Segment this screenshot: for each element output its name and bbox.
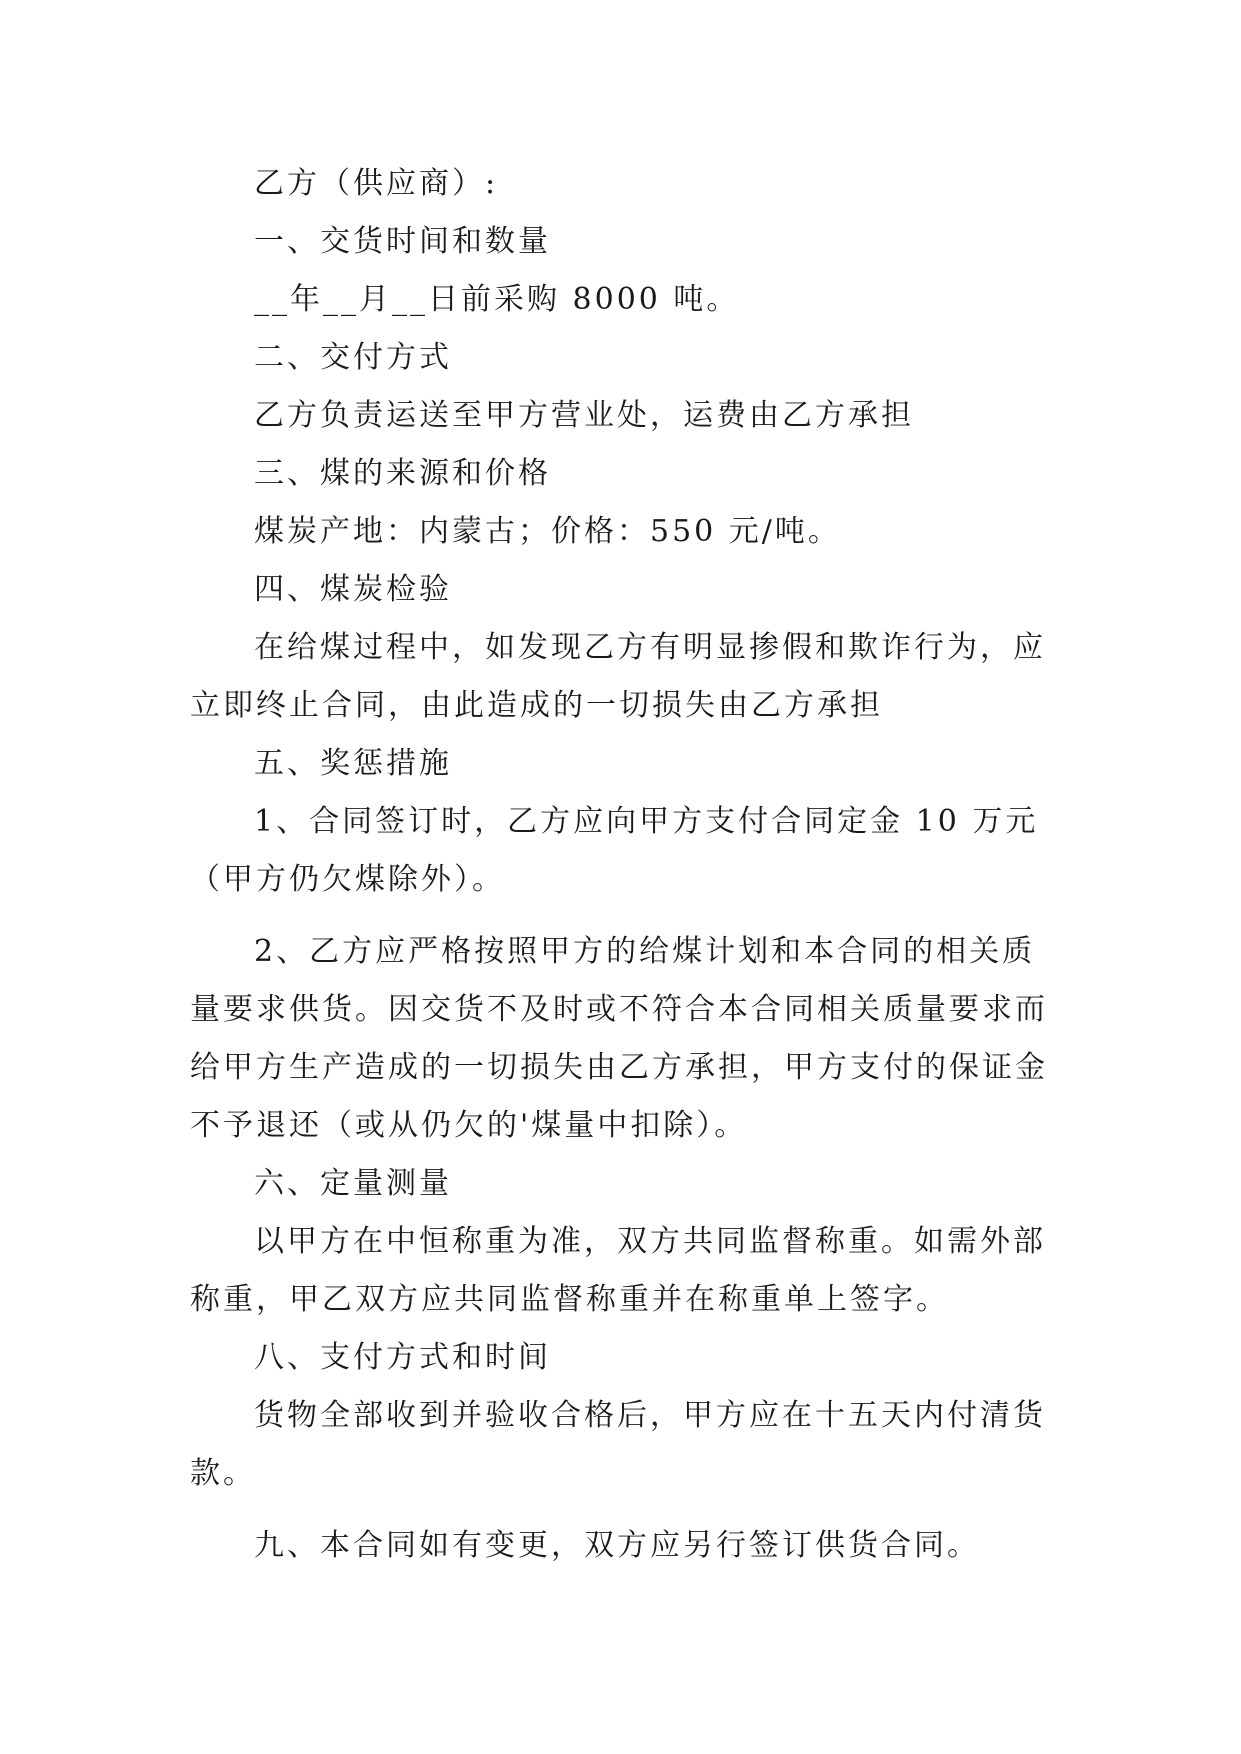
section-5-item-2-line: 给甲方生产造成的一切损失由乙方承担，甲方支付的保证金	[190, 1050, 1048, 1085]
section-8-heading: 八、支付方式和时间	[254, 1340, 551, 1375]
section-8-text-line: 款。	[190, 1456, 256, 1491]
section-5-item-2-line: 量要求供货。因交货不及时或不符合本合同相关质量要求而	[190, 992, 1048, 1027]
section-5-item-1-line: （甲方仍欠煤除外）。	[190, 862, 505, 897]
section-5-heading: 五、奖惩措施	[254, 746, 452, 781]
section-4-text-line: 在给煤过程中，如发现乙方有明显掺假和欺诈行为，应	[254, 630, 1046, 665]
section-6-text-line: 称重，甲乙双方应共同监督称重并在称重单上签字。	[190, 1282, 949, 1317]
section-1-heading: 一、交货时间和数量	[254, 224, 551, 259]
section-5-item-2	[190, 923, 1050, 1155]
section-2-text: 乙方负责运送至甲方营业处，运费由乙方承担	[254, 398, 914, 433]
section-3-text: 煤炭产地：内蒙古；价格：550 元/吨。	[254, 514, 841, 549]
section-6-paragraph	[190, 1213, 1050, 1329]
section-5-item-1-line: 1、合同签订时，乙方应向甲方支付合同定金 10 万元	[254, 804, 1039, 839]
section-3-heading: 三、煤的来源和价格	[254, 456, 551, 491]
contract-body	[190, 155, 1050, 1575]
section-8-paragraph	[190, 1387, 1050, 1503]
party-b-label: 乙方（供应商）:	[254, 166, 499, 201]
section-2-heading: 二、交付方式	[254, 340, 452, 375]
section-8-text-line: 货物全部收到并验收合格后，甲方应在十五天内付清货	[254, 1398, 1046, 1433]
section-1-text: __年__月__日前采购 8000 吨。	[254, 282, 740, 317]
section-5-item-1	[190, 793, 1050, 909]
section-6-text-line: 以甲方在中恒称重为准，双方共同监督称重。如需外部	[254, 1224, 1046, 1259]
section-4-paragraph	[190, 619, 1050, 735]
section-4-text-line: 立即终止合同，由此造成的一切损失由乙方承担	[190, 688, 883, 723]
section-5-item-2-line: 2、乙方应严格按照甲方的给煤计划和本合同的相关质	[254, 934, 1036, 969]
section-5-item-2-line: 不予退还（或从仍欠的'煤量中扣除）。	[190, 1108, 748, 1143]
section-4-heading: 四、煤炭检验	[254, 572, 452, 607]
section-6-heading: 六、定量测量	[254, 1166, 452, 1201]
section-9-text: 九、本合同如有变更，双方应另行签订供货合同。	[254, 1528, 980, 1563]
